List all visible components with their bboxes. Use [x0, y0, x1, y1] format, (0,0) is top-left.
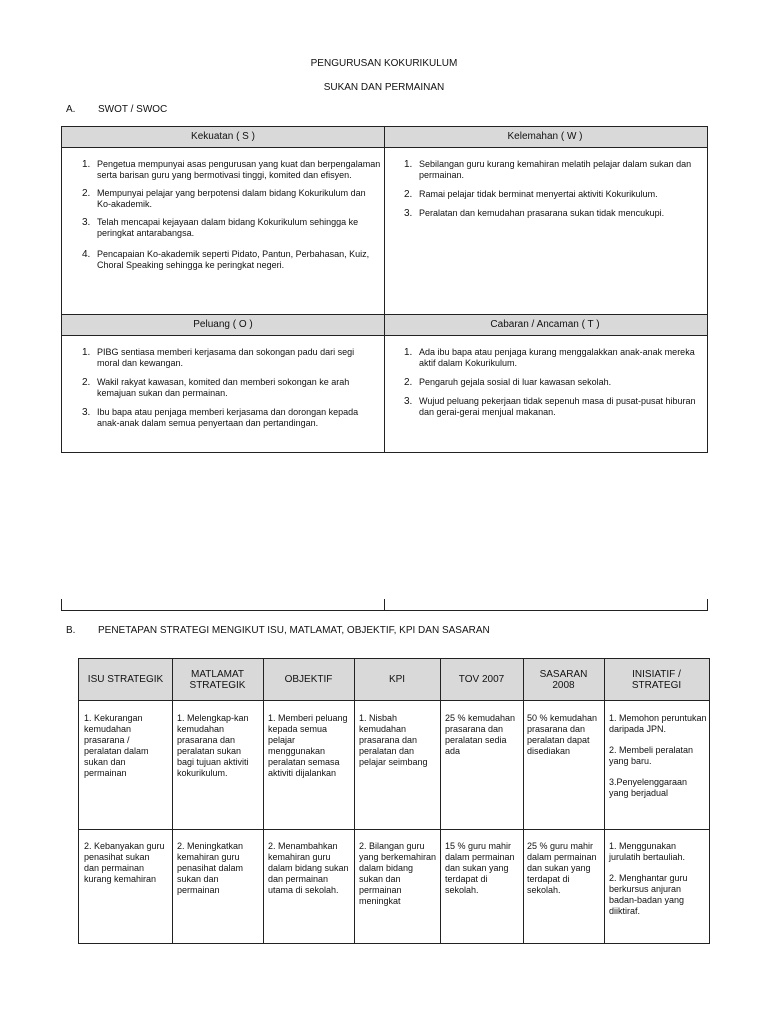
- row2-kpi: 2. Bilangan guru yang berkemahiran dalam bidang sukan dan permainan meningkat: [359, 841, 437, 906]
- col-header-matlamat: MATLAMAT STRATEGIK: [189, 668, 246, 691]
- list-item: 1. Sebilangan guru kurang kemahiran melatih pelajar dalam sukan dan permainan.: [404, 159, 692, 180]
- empty-frame-bottom: [61, 599, 708, 611]
- row1-kpi: 1. Nisbah kemudahan prasarana dan peralatan dan pelajar seimbang: [359, 713, 428, 767]
- row1-tov: 25 % kemudahan prasarana dan peralatan sedia ada: [445, 713, 516, 756]
- col-header-inisiatif: INISIATIF / STRATEGI: [631, 668, 682, 691]
- list-item: 2. Menghantar guru berkursus anjuran badan-badan yang diiktiraf.: [609, 873, 688, 916]
- section-a-number: A.: [66, 104, 76, 115]
- document-subtitle: SUKAN DAN PERMAINAN: [323, 82, 445, 93]
- peluang-header: Peluang ( O ): [193, 319, 253, 330]
- row2-inisiatif: [609, 841, 707, 917]
- list-item: 1. Ada ibu bapa atau penjaga kurang menggalakkan anak-anak mereka aktif dalam Kokurikulum.: [404, 347, 695, 368]
- cabaran-header: Cabaran / Ancaman ( T ): [490, 319, 600, 330]
- row2-tov: 15 % guru mahir dalam permainan dan sukan yang terdapat di sekolah.: [445, 841, 515, 895]
- strategy-table: [78, 658, 710, 944]
- row2-isu: 2. Kebanyakan guru penasihat sukan dan permainan kurang kemahiran: [84, 841, 165, 884]
- row2-matlamat: 2. Meningkatkan kemahiran guru penasihat dalam sukan dan permainan: [177, 841, 244, 895]
- col-header-objektif: OBJEKTIF: [284, 674, 333, 685]
- list-item: 2. Pengaruh gejala sosial di luar kawasan sekolah.: [404, 377, 612, 388]
- row2-objektif: 2. Menambahkan kemahiran guru dalam bidang sukan dan permainan utama di sekolah.: [268, 841, 349, 895]
- list-item: 2. Ramai pelajar tidak berminat menyertai aktiviti Kokurikulum.: [404, 189, 658, 200]
- col-header-kpi: KPI: [388, 674, 406, 685]
- cabaran-list: [404, 347, 699, 418]
- section-a-label: SWOT / SWOC: [98, 104, 168, 115]
- row2-sasaran: 25 % guru mahir dalam permainan dan sukan yang terdapat di sekolah.: [527, 841, 597, 895]
- section-b-number: B.: [66, 625, 76, 636]
- col-header-sasaran: SASARAN 2008: [539, 668, 588, 691]
- row1-isu: 1. Kekurangan kemudahan prasarana / peralatan dalam sukan dan permainan: [84, 713, 149, 778]
- section-b-label: PENETAPAN STRATEGI MENGIKUT ISU, MATLAMAT, OBJEKTIF, KPI DAN SASARAN: [98, 625, 490, 636]
- list-item: 2. Membeli peralatan yang baru.: [609, 745, 694, 766]
- list-item: 1. PIBG sentiasa memberi kerjasama dan sokongan padu dari segi moral dan kewangan.: [82, 347, 355, 368]
- list-item: 3. Wujud peluang pekerjaan tidak sepenuh masa di pusat-pusat hiburan dan gerai-gerai menjual makanan.: [404, 396, 696, 417]
- kelemahan-list: [404, 159, 694, 219]
- col-header-isu: ISU STRATEGIK: [87, 674, 164, 685]
- col-header-tov: TOV 2007: [458, 674, 505, 685]
- list-item: 3.Penyelenggaraan yang berjadual: [609, 777, 688, 798]
- document-title: PENGURUSAN KOKURIKULUM: [310, 58, 458, 69]
- row1-sasaran: 50 % kemudahan prasarana dan peralatan dapat disediakan: [527, 713, 598, 756]
- peluang-list: [82, 347, 372, 429]
- row1-objektif: 1. Memberi peluang kepada semua pelajar menggunakan peralatan semasa aktiviti dijalankan: [268, 713, 348, 778]
- kekuatan-header: Kekuatan ( S ): [191, 131, 255, 142]
- list-item: 1. Memohon peruntukan daripada JPN.: [609, 713, 707, 734]
- list-item: 2. Mempunyai pelajar yang berpotensi dalam bidang Kokurikulum dan Ko-akademik.: [82, 188, 366, 209]
- kelemahan-header: Kelemahan ( W ): [507, 131, 583, 142]
- list-item: 4. Pencapaian Ko-akademik seperti Pidato, Pantun, Perbahasan, Kuiz, Choral Speaking sehingga ke peringkat negeri.: [82, 249, 370, 270]
- row1-matlamat: 1. Melengkap-kan kemudahan prasarana dan peralatan sukan bagi tujuan aktiviti kokurikulum.: [177, 713, 249, 778]
- swot-table: [61, 126, 708, 453]
- list-item: 3. Telah mencapai kejayaan dalam bidang Kokurikulum sehingga ke peringkat antarabangsa.: [82, 217, 359, 238]
- list-item: 2. Wakil rakyat kawasan, komited dan memberi sokongan ke arah kemajuan sukan dan permainan.: [82, 377, 350, 398]
- list-item: 3. Peralatan dan kemudahan prasarana sukan tidak mencukupi.: [404, 208, 665, 219]
- row1-inisiatif: [609, 713, 707, 799]
- list-item: 3. Ibu bapa atau penjaga memberi kerjasama dan dorongan kepada anak-anak dalam semua penyertaan dan pertandingan.: [82, 407, 359, 428]
- strategy-header-row: [79, 659, 709, 701]
- list-item: 1. Menggunakan jurulatih bertauliah.: [609, 841, 686, 862]
- list-item: 1. Pengetua mempunyai asas pengurusan yang kuat dan berpengalaman serta barisan guru yang bermotivasi tinggi, komited dan efisyen.: [82, 159, 381, 180]
- kekuatan-list: [82, 159, 382, 271]
